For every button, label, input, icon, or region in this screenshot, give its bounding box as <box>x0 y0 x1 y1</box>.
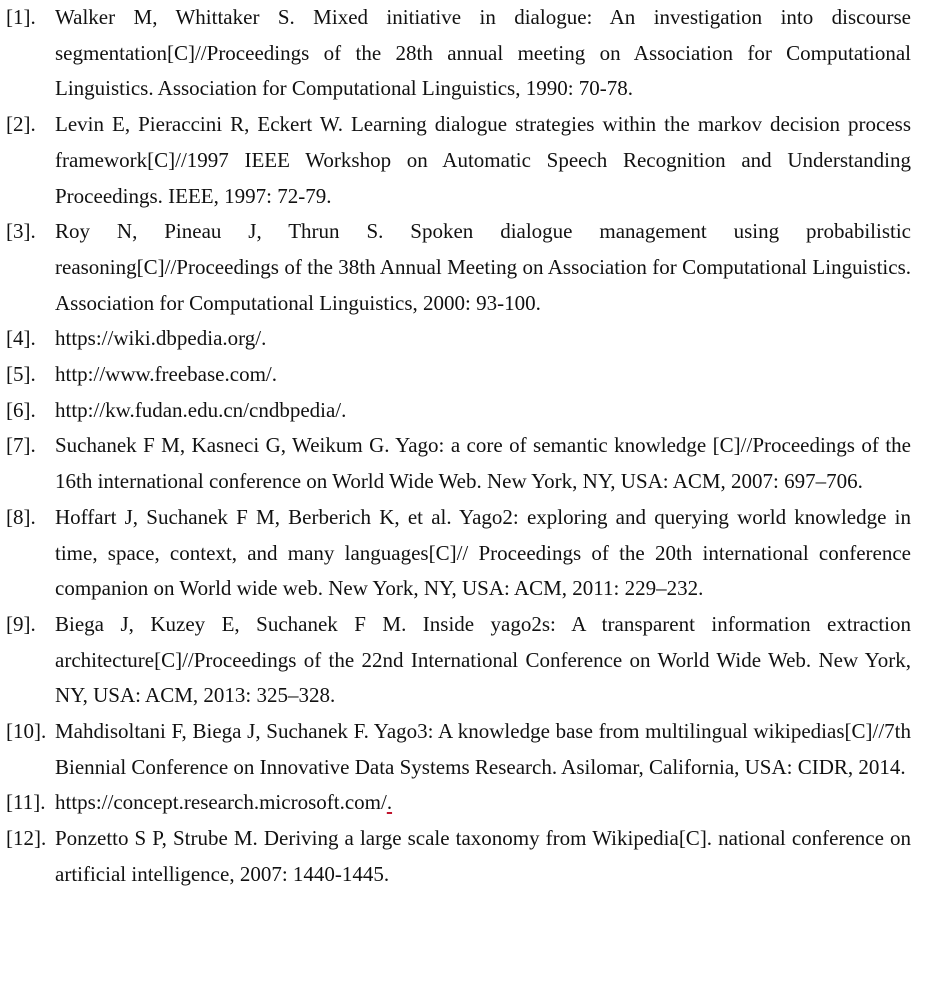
reference-url[interactable]: https://concept.research.microsoft.com/ <box>55 790 387 815</box>
reference-item-8 <box>6 500 911 607</box>
reference-url[interactable]: http://www.freebase.com/. <box>55 362 277 387</box>
reference-number: [10]. <box>6 719 47 744</box>
reference-number: [3]. <box>6 219 36 244</box>
reference-text: Mahdisoltani F, Biega J, Suchanek F. Yago3: A knowledge base from multilingual wikipedias[C]//7th Biennial Conference on Innovative Data Systems Research. Asilomar, California, USA: CIDR, 2014. <box>55 719 911 779</box>
reference-item-1 <box>6 0 911 107</box>
reference-item-11 <box>6 785 911 821</box>
reference-url[interactable]: http://kw.fudan.edu.cn/cndbpedia/. <box>55 397 347 422</box>
reference-number: [4]. <box>6 326 36 351</box>
reference-item-7 <box>6 428 911 499</box>
reference-number: [6]. <box>6 397 36 422</box>
reference-number: [2]. <box>6 112 36 137</box>
reference-number: [12]. <box>6 826 47 851</box>
reference-text: Levin E, Pieraccini R, Eckert W. Learning dialogue strategies within the markov decision process framework[C]//1997 IEEE Workshop on Automatic Speech Recognition and Understanding Proceedings. IEEE, 1997: 72-79. <box>55 112 911 208</box>
reference-text: Ponzetto S P, Strube M. Deriving a large scale taxonomy from Wikipedia[C]. national conference on artificial intelligence, 2007: 1440-1445. <box>55 826 911 886</box>
reference-number: [1]. <box>6 5 36 29</box>
reference-url[interactable]: https://wiki.dbpedia.org/. <box>55 326 267 351</box>
reference-number: [5]. <box>6 362 36 387</box>
reference-number: [7]. <box>6 433 36 458</box>
reference-item-3 <box>6 214 911 321</box>
reference-item-10 <box>6 714 911 785</box>
reference-item-9 <box>6 607 911 714</box>
reference-number: [9]. <box>6 611 36 636</box>
reference-item-5 <box>6 357 911 393</box>
reference-list <box>6 0 911 893</box>
reference-url-tail: . <box>386 790 393 815</box>
reference-number: [8]. <box>6 504 36 529</box>
reference-text: Walker M, Whittaker S. Mixed initiative in dialogue: An investigation into discourse segmentation[C]//Proceedings of the 28th annual meeting on Association for Computational Linguistics. Association for Computational Linguistics, 1990: 70-78. <box>55 5 911 101</box>
reference-item-4 <box>6 321 911 357</box>
reference-item-12 <box>6 821 911 892</box>
reference-item-2 <box>6 107 911 214</box>
reference-text: Hoffart J, Suchanek F M, Berberich K, et al. Yago2: exploring and querying world knowledge in time, space, context, and many languages[C]// Proceedings of the 20th international conference companion on World wide web. New York, NY, USA: ACM, 2011: 229–232. <box>55 504 911 601</box>
reference-text: Suchanek F M, Kasneci G, Weikum G. Yago: a core of semantic knowledge [C]//Proceedings of the 16th international conference on World Wide Web. New York, NY, USA: ACM, 2007: 697–706. <box>55 433 911 494</box>
reference-number: [11]. <box>6 790 46 815</box>
reference-text: Roy N, Pineau J, Thrun S. Spoken dialogue management using probabilistic reasoning[C]//Proceedings of the 38th Annual Meeting on Association for Computational Linguistics. Association for Computational Linguistics, 2000: 93-100. <box>55 219 911 315</box>
reference-text: Biega J, Kuzey E, Suchanek F M. Inside yago2s: A transparent information extraction architecture[C]//Proceedings of the 22nd International Conference on World Wide Web. New York, NY, USA: ACM, 2013: 325–328. <box>55 611 911 708</box>
reference-item-6 <box>6 393 911 429</box>
